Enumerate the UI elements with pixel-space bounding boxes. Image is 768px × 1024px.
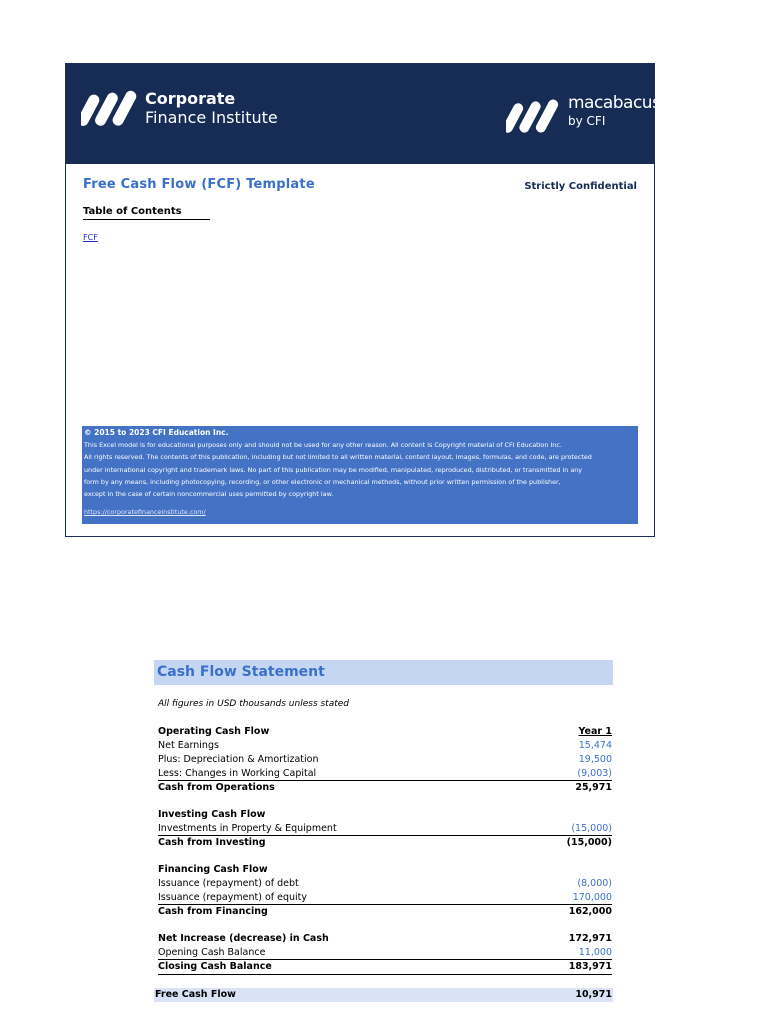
cfi-logo-icon — [81, 88, 141, 128]
copyright-line: form by any means, including photocopying, recording, or other electronic or mechanical methods, without prior written permission of the publisher, — [84, 477, 561, 486]
section-heading: Financing Cash Flow — [158, 864, 268, 875]
row-value: 183,971 — [568, 961, 612, 972]
table-row — [158, 891, 612, 905]
total-value: 162,000 — [568, 906, 612, 917]
operating-header-row — [158, 725, 612, 739]
row-label: Less: Changes in Working Capital — [158, 768, 317, 779]
section-heading: Operating Cash Flow — [158, 726, 270, 737]
toc-heading: Table of Contents — [83, 206, 210, 220]
total-label: Cash from Financing — [158, 906, 268, 917]
brand-line-2: Finance Institute — [145, 108, 278, 127]
total-label: Cash from Operations — [158, 782, 275, 793]
table-row — [158, 877, 612, 891]
row-value[interactable]: 11,000 — [578, 947, 612, 958]
macabacus-logo-icon — [506, 97, 564, 135]
row-label: Net Earnings — [158, 740, 219, 751]
section-heading: Investing Cash Flow — [158, 809, 266, 820]
total-row — [158, 835, 612, 850]
header-banner — [66, 64, 661, 164]
fcf-label: Free Cash Flow — [155, 989, 236, 1000]
row-value[interactable]: 170,000 — [572, 892, 612, 903]
closing-balance-row — [158, 959, 612, 975]
table-row — [158, 739, 612, 753]
row-label: Plus: Depreciation & Amortization — [158, 754, 319, 765]
table-row — [158, 767, 612, 781]
row-value: 172,971 — [568, 933, 612, 944]
partner-line-2: by CFI — [568, 114, 606, 128]
cfi-brand-name — [145, 89, 278, 127]
row-label: Net Increase (decrease) in Cash — [158, 933, 329, 944]
total-row — [158, 780, 612, 795]
partner-line-1: macabacus — [568, 93, 661, 113]
copyright-notice — [82, 426, 638, 524]
fcf-value: 10,971 — [575, 989, 612, 1000]
row-value[interactable]: (8,000) — [577, 878, 612, 889]
row-value[interactable]: 15,474 — [578, 740, 612, 751]
row-label: Issuance (repayment) of debt — [158, 878, 299, 889]
opening-balance-row — [158, 946, 612, 960]
total-row — [158, 904, 612, 919]
investing-header-row — [158, 808, 612, 822]
total-label: Cash from Investing — [158, 837, 266, 848]
copyright-line: This Excel model is for educational purposes only and should not be used for any other reason. All content is Copyright material of CFI Education Inc. — [84, 441, 562, 450]
table-row — [158, 822, 612, 836]
copyright-line: except in the case of certain noncommercial uses permitted by copyright law. — [84, 490, 334, 499]
row-value[interactable]: (9,003) — [577, 768, 612, 779]
copyright-line: All rights reserved. The contents of this publication, including but not limited to all written material, content layout, images, formulas, and code, are protected — [84, 453, 592, 462]
copyright-line: under international copyright and trademark laws. No part of this publication may be modified, manipulated, reproduced, distributed, or transmitted in any — [84, 465, 583, 474]
net-increase-row — [158, 932, 612, 946]
statement-title: Cash Flow Statement — [157, 664, 325, 680]
row-value[interactable]: 19,500 — [578, 754, 612, 765]
units-note: All figures in USD thousands unless stated — [158, 699, 350, 709]
website-link[interactable]: https://corporatefinanceinstitute.com/ — [84, 508, 206, 517]
macabacus-brand-name — [568, 94, 660, 130]
statement-title-bar — [154, 660, 613, 685]
row-label: Closing Cash Balance — [158, 961, 272, 972]
copyright-title: © 2015 to 2023 CFI Education Inc. — [84, 428, 229, 437]
document-title: Free Cash Flow (FCF) Template — [83, 177, 315, 192]
total-value: (15,000) — [566, 837, 612, 848]
toc-link-fcf[interactable]: FCF — [83, 233, 98, 242]
confidential-label: Strictly Confidential — [524, 181, 637, 192]
row-value[interactable]: (15,000) — [571, 823, 612, 834]
year-header: Year 1 — [578, 726, 612, 737]
row-label: Issuance (repayment) of equity — [158, 892, 308, 903]
cover-card — [65, 63, 661, 537]
row-label: Investments in Property & Equipment — [158, 823, 337, 834]
fcf-row — [155, 988, 612, 1002]
table-row — [158, 753, 612, 767]
total-value: 25,971 — [575, 782, 612, 793]
brand-line-1: Corporate — [145, 89, 236, 108]
financing-header-row — [158, 863, 612, 877]
row-label: Opening Cash Balance — [158, 947, 266, 958]
